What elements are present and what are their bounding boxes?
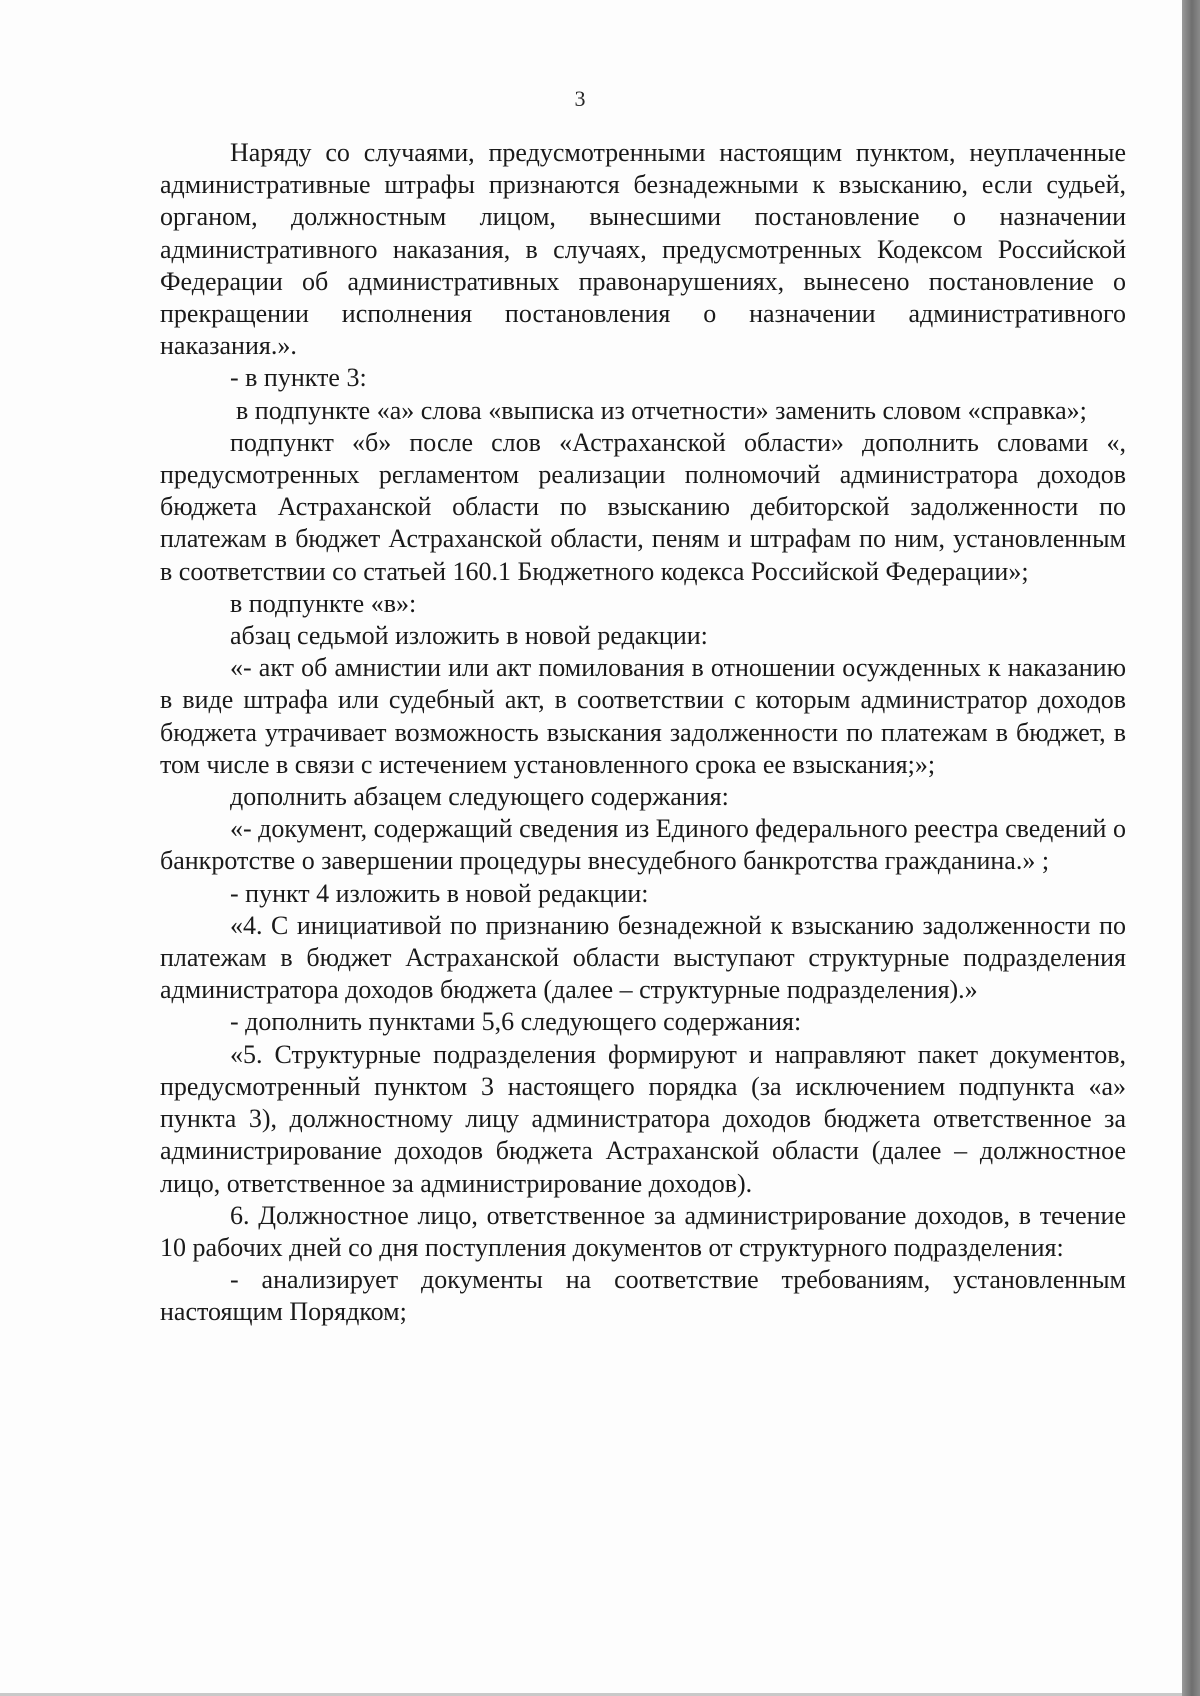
paragraph-3: в подпункте «а» слова «выписка из отчетности» заменить словом «справка»; [236,395,1087,425]
paragraph-14: 6. Должностное лицо, ответственное за администрирование доходов, в течение 10 рабочих дней со дня поступления документов от структурного подразделения: [160,1200,1126,1262]
paragraph-10: - пункт 4 изложить в новой редакции: [230,878,649,908]
paragraph-13: «5. Структурные подразделения формируют и направляют пакет документов, предусмотренный пунктом 3 настоящего порядка (за исключением подпункта «а» пункта 3), должностному лицу администратора доходов бюджета ответственное за администрирование доходов бюджета Астраханской области (далее – должностное лицо, ответственное за администрирование доходов). [160,1039,1126,1198]
paragraph-8: дополнить абзацем следующего содержания: [230,782,729,812]
scan-edge-shadow [1182,0,1200,1696]
paragraph-15: - анализирует документы на соответствие требованиям, установленным настоящим Порядком; [160,1265,1126,1327]
document-body [160,137,1126,1329]
paragraph-7: «- акт об амнистии или акт помилования в отношении осужденных к наказанию в виде штрафа или судебный акт, в соответствии с которым администратор доходов бюджета утрачивает возможность взыскания задолженности по платежам в бюджет, в том числе в связи с истечением установленного срока ее взыскания;»; [160,653,1126,779]
paragraph-4: подпункт «б» после слов «Астраханской области» дополнить словами «, предусмотренных регламентом реализации полномочий администратора доходов бюджета Астраханской области по взысканию дебиторской задолженности по платежам в бюджет Астраханской области, пеням и штрафам по ним, установленным в соответствии со статьей 160.1 Бюджетного кодекса Российской Федерации»; [160,427,1126,586]
paragraph-9: «- документ, содержащий сведения из Единого федерального реестра сведений о банкротстве о завершении процедуры внесудебного банкротства гражданина.» ; [160,814,1126,876]
paragraph-1: Наряду со случаями, предусмотренными настоящим пунктом, неуплаченные административные штрафы признаются безнадежными к взысканию, если судьей, органом, должностным лицом, вынесшими постановление о назначении административного наказания, в случаях, предусмотренных Кодексом Российской Федерации об административных правонарушениях, вынесено постановление о прекращении исполнения постановления о назначении административного наказания.». [160,138,1126,361]
paragraph-11: «4. С инициативой по признанию безнадежной к взысканию задолженности по платежам в бюджет Астраханской области выступают структурные подразделения администратора доходов бюджета (далее – структурные подразделения).» [160,910,1126,1005]
paragraph-12: - дополнить пунктами 5,6 следующего содержания: [230,1007,802,1037]
paragraph-2: - в пункте 3: [230,363,367,393]
page-number [0,86,1200,112]
paragraph-6: абзац седьмой изложить в новой редакции: [230,621,708,651]
paragraph-5: в подпункте «в»: [230,588,417,618]
page-number-text: 3 [574,86,586,111]
